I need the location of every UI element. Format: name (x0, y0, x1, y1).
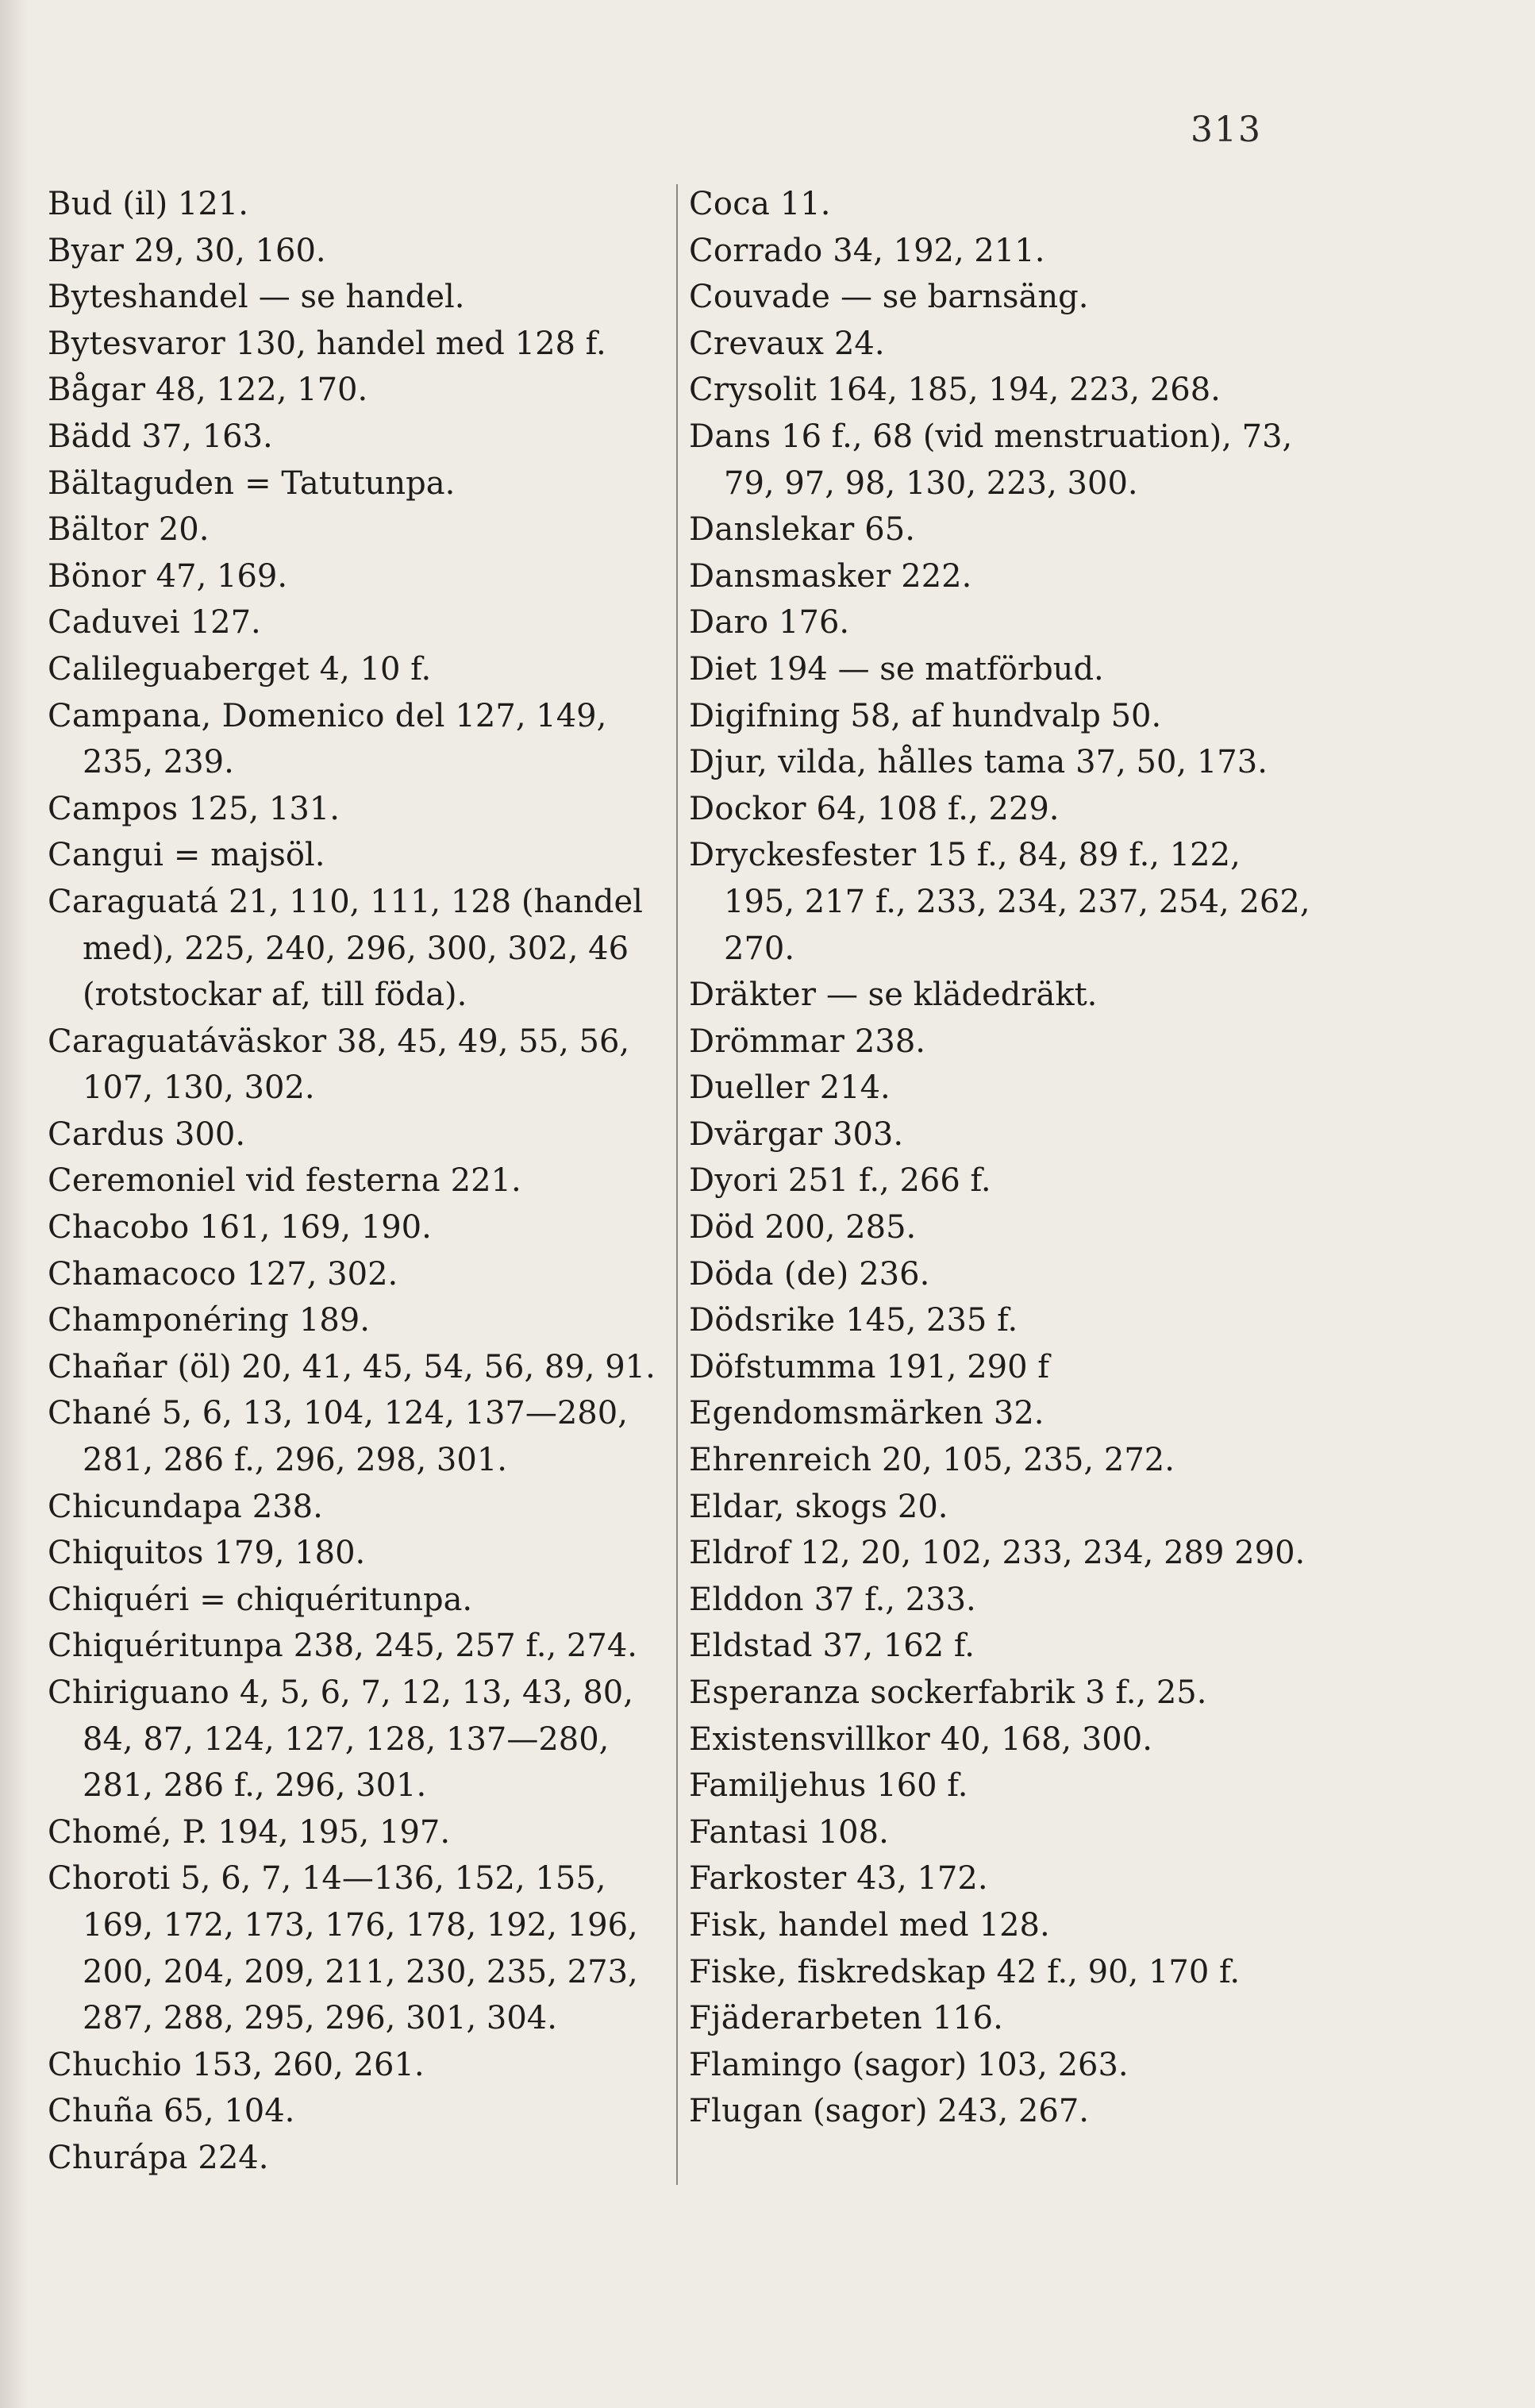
index-entry-headword: Chañar (48, 1348, 167, 1385)
index-entry (48, 1204, 665, 1251)
index-entry-headword: Corrado (689, 232, 823, 269)
index-entry-headword: Dockor (689, 790, 806, 827)
index-entry (689, 414, 1316, 507)
page-number: 313 (1191, 110, 1262, 150)
index-entry-headword: Eldstad (689, 1628, 813, 1665)
index-entry-references: 20. (148, 511, 210, 549)
index-entry-headword: Coca (689, 186, 771, 222)
index-entry-references: 164, 185, 194, 223, 268. (817, 372, 1221, 409)
index-entry-headword: Chomé, P. (48, 1813, 208, 1851)
index-entry-references: 11. (770, 186, 831, 222)
index-entry (689, 1251, 1316, 1298)
index-entry-references: 214. (809, 1069, 891, 1107)
index-entry-references: 29, 30, 160. (124, 232, 326, 269)
index-entry-headword: Caduvei (48, 604, 180, 641)
index-entry-references: 108. (808, 1813, 889, 1851)
index-entry-references: (il) 121. (112, 186, 248, 222)
index-entry-references: 161, 169, 190. (189, 1209, 432, 1246)
index-entry-headword: Döda (de) (689, 1255, 849, 1293)
index-entry (48, 1577, 665, 1624)
index-entry-references: 43, 172. (846, 1860, 988, 1898)
index-entry-references: 37 f., 233. (803, 1581, 976, 1618)
index-entry-references: 37, 50, 173. (1065, 744, 1268, 781)
index-entry (689, 274, 1316, 321)
index-entry-headword: Champonéring (48, 1302, 290, 1339)
index-entry-references: 200, 285. (754, 1209, 917, 1246)
index-entry (689, 2042, 1316, 2089)
index-entry (48, 367, 665, 414)
column-divider (676, 184, 678, 2185)
index-entry-headword: Egendomsmärken (689, 1395, 984, 1432)
index-entry-references: (sagor) 103, 263. (841, 2046, 1129, 2083)
index-entry-references: 116. (922, 2000, 1003, 2037)
index-entry-references: 300. (164, 1115, 246, 1153)
index-entry (689, 832, 1316, 972)
index-entry (689, 367, 1316, 414)
index-entry-headword: Ehrenreich (689, 1442, 872, 1479)
index-entry-references: 3 f., 25. (1075, 1674, 1207, 1711)
index-entry (689, 1112, 1316, 1158)
index-entry (48, 1809, 665, 1856)
index-entry-references: 153, 260, 261. (182, 2046, 425, 2083)
index-entry (689, 1577, 1316, 1624)
index-entry (48, 1112, 665, 1158)
index-entry-references: 222. (891, 557, 972, 595)
index-entry-headword: Fjäderarbeten (689, 2000, 923, 2037)
index-entry-references: 21, 110, 111, 128 (handel med), 225, 240, 296, 300, 302, 46 (rotstockar af, till föda). (83, 883, 643, 1014)
index-entry-references: = Tatutunpa. (234, 464, 456, 502)
index-entry-references: — se klädedräkt. (816, 977, 1098, 1014)
index-entry (48, 1670, 665, 1809)
index-entry-references: 236. (848, 1255, 930, 1293)
index-entry-headword: Campos (48, 790, 179, 827)
index-entry (689, 1670, 1316, 1716)
index-entry-headword: Chiquéri (48, 1581, 190, 1618)
index-entry (48, 228, 665, 275)
index-entry-references: (sagor) 243, 267. (802, 2093, 1089, 2130)
index-entry (48, 2088, 665, 2135)
index-entry-references: 5, 6, 7, 14—136, 152, 155, 169, 172, 173, 176, 178, 192, 196, 200, 204, 209, 211, 230, 235, 273, 287, 288, 295, 296, 301, 304. (83, 1860, 638, 2037)
index-entry-references: 24. (824, 325, 885, 362)
index-entry (48, 1158, 665, 1204)
index-entry (689, 2088, 1316, 2135)
index-entry-references: 65, 104. (153, 2093, 295, 2130)
index-entry-headword: Campana, Domenico del (48, 697, 445, 734)
index-entry-references: 128. (968, 1906, 1050, 1944)
index-entry-headword: Ceremoniel vid festerna (48, 1162, 440, 1200)
index-entry-references: 58, af hundvalp 50. (840, 697, 1162, 734)
index-entry-references: 16 f., 68 (vid menstruation), 73, 79, 97, 98, 130, 223, 300. (724, 418, 1293, 502)
index-entry (689, 599, 1316, 646)
index-entry (689, 1716, 1316, 1763)
index-entry-references: 194, 195, 197. (207, 1813, 451, 1851)
index-entry-headword: Cardus (48, 1115, 165, 1153)
index-entry-headword: Flugan (689, 2093, 803, 2130)
index-entry-references: 48, 122, 170. (145, 372, 368, 409)
index-entry-references: 127, 149, 235, 239. (83, 697, 607, 781)
index-entry-references: 37, 163. (131, 418, 273, 455)
index-entry (48, 2042, 665, 2089)
index-entry-references: 125, 131. (178, 790, 340, 827)
index-entry-references: 130, handel med 128 f. (225, 325, 606, 362)
index-entry-headword: Chamacoco (48, 1255, 237, 1293)
index-entry (689, 972, 1316, 1019)
index-entry (48, 1484, 665, 1531)
index-entry (689, 507, 1316, 553)
index-entry (689, 1763, 1316, 1809)
index-entry-references: 238. (242, 1488, 323, 1525)
index-entry (48, 181, 665, 228)
index-entry (48, 1390, 665, 1483)
index-entry (48, 786, 665, 833)
index-entry (689, 1530, 1316, 1577)
index-entry-references: 42 f., 90, 170 f. (986, 1953, 1241, 1990)
index-entry (48, 646, 665, 693)
index-entry (689, 553, 1316, 600)
index-entry-headword: Digifning (689, 697, 841, 734)
index-entry-headword: Diet (689, 650, 757, 688)
index-entry-headword: Choroti (48, 1860, 171, 1898)
index-entry-headword: Dans (689, 418, 771, 455)
index-entry (689, 786, 1316, 833)
index-entry-references: 20, 105, 235, 272. (871, 1442, 1175, 1479)
index-entry-headword: Caraguatáväskor (48, 1023, 327, 1060)
index-entry-references: = chiquéritunpa. (189, 1581, 473, 1618)
index-entry (689, 181, 1316, 228)
index-entry-headword: Bädd (48, 418, 132, 455)
index-entry-headword: Bytesvaror (48, 325, 226, 362)
index-entry (48, 2135, 665, 2182)
index-entry-headword: Flamingo (689, 2046, 842, 2083)
index-entry-headword: Drömmar (689, 1023, 845, 1060)
index-entry-headword: Bönor (48, 557, 146, 595)
index-entry-headword: Daro (689, 604, 769, 641)
index-entry-headword: Djur, vilda, hålles tama (689, 744, 1066, 781)
index-entry (689, 1484, 1316, 1531)
index-entry (48, 321, 665, 368)
index-entry (48, 1019, 665, 1112)
index-entry-references: 20. (887, 1488, 948, 1525)
index-entry-headword: Danslekar (689, 511, 855, 549)
index-entry (689, 1390, 1316, 1437)
index-column-right (689, 181, 1316, 2135)
index-entry (689, 1204, 1316, 1251)
index-entry-references: 191, 290 f (875, 1348, 1050, 1385)
index-entry-headword: Chicundapa (48, 1488, 242, 1525)
index-entry-references: 37, 162 f. (812, 1628, 975, 1665)
index-entry (689, 739, 1316, 786)
index-entry (48, 274, 665, 321)
index-entry-headword: Dueller (689, 1069, 810, 1107)
index-entry-references: 221. (440, 1162, 521, 1200)
index-entry-references: 127. (179, 604, 261, 641)
index-entry (689, 1297, 1316, 1344)
index-entry-references: 5, 6, 13, 104, 124, 137—280, 281, 286 f., 296, 298, 301. (83, 1395, 628, 1479)
index-entry (689, 228, 1316, 275)
index-entry-headword: Fantasi (689, 1813, 808, 1851)
index-entry (48, 1855, 665, 2041)
index-entry (689, 1855, 1316, 1902)
index-entry-headword: Dryckesfester (689, 837, 917, 874)
index-entry (689, 1995, 1316, 2042)
index-entry (48, 832, 665, 879)
index-entry-headword: Chiquitos (48, 1535, 204, 1572)
index-entry-headword: Couvade (689, 279, 831, 316)
index-entry-references: — se barnsäng. (830, 279, 1089, 316)
index-entry-references: 127, 302. (236, 1255, 398, 1293)
index-entry-headword: Dödsrike (689, 1302, 836, 1339)
index-entry (689, 1065, 1316, 1112)
index-entry-headword: Fiske, fiskredskap (689, 1953, 987, 1990)
index-entry-references: 15 f., 84, 89 f., 122, 195, 217 f., 233, 234, 237, 254, 262, 270. (724, 837, 1310, 967)
index-entry-headword: Chacobo (48, 1209, 190, 1246)
index-entry-references: — se handel. (248, 279, 465, 316)
index-column-left (48, 181, 665, 2182)
index-entry-references: 47, 169. (145, 557, 288, 595)
index-entry-references: 12, 20, 102, 233, 234, 289 290. (790, 1535, 1306, 1572)
index-entry-headword: Caraguatá (48, 883, 219, 920)
index-entry (689, 1902, 1316, 1949)
index-entry (689, 1623, 1316, 1670)
index-entry-headword: Chuña (48, 2093, 154, 2130)
index-entry (689, 1437, 1316, 1484)
index-entry (689, 693, 1316, 740)
index-entry-headword: Dansmasker (689, 557, 891, 595)
index-entry (48, 599, 665, 646)
index-entry-references: 40, 168, 300. (930, 1720, 1152, 1758)
index-entry-references: 194 — se matförbud. (756, 650, 1104, 688)
index-entry-headword: Byar (48, 232, 125, 269)
index-entry (689, 1344, 1316, 1391)
index-entry-references: 4, 5, 6, 7, 12, 13, 43, 80, 84, 87, 124, 127, 128, 137—280, 281, 286 f., 296, 301. (83, 1674, 633, 1805)
index-entry (48, 1297, 665, 1344)
index-entry-references: 238. (844, 1023, 925, 1060)
index-entry (689, 646, 1316, 693)
page-edge-shadow (0, 0, 29, 2408)
index-entry-headword: Calileguaberget (48, 650, 310, 688)
index-entry-headword: Eldar, skogs (689, 1488, 888, 1525)
index-entry-references: (öl) 20, 41, 45, 54, 56, 89, 91. (167, 1348, 656, 1385)
index-entry (689, 321, 1316, 368)
index-entry-headword: Dyori (689, 1162, 779, 1200)
index-entry-headword: Crevaux (689, 325, 825, 362)
index-entry-references: 224. (187, 2139, 269, 2176)
index-entry (48, 1344, 665, 1391)
index-entry-headword: Chané (48, 1395, 152, 1432)
index-entry-headword: Elddon (689, 1581, 804, 1618)
index-entry-headword: Cangui (48, 837, 164, 874)
index-entry-headword: Döfstumma (689, 1348, 876, 1385)
index-entry (48, 1530, 665, 1577)
index-entry-headword: Existensvillkor (689, 1720, 931, 1758)
index-entry-headword: Bud (48, 186, 113, 222)
index-entry-references: 4, 10 f. (309, 650, 432, 688)
index-entry (48, 693, 665, 786)
index-entry-headword: Fisk, handel med (689, 1906, 969, 1944)
index-entry-headword: Chiquéritunpa (48, 1628, 284, 1665)
index-entry (48, 507, 665, 553)
index-entry-references: 34, 192, 211. (822, 232, 1045, 269)
index-entry (689, 1158, 1316, 1204)
index-entry-references: 64, 108 f., 229. (806, 790, 1060, 827)
index-entry (48, 1623, 665, 1670)
index-entry (48, 414, 665, 460)
index-entry (48, 1251, 665, 1298)
index-entry-references: 38, 45, 49, 55, 56, 107, 130, 302. (83, 1023, 630, 1107)
index-entry-headword: Dvärgar (689, 1115, 823, 1153)
index-entry-references: 179, 180. (203, 1535, 366, 1572)
index-entry-references: 251 f., 266 f. (778, 1162, 991, 1200)
index-entry-headword: Esperanza sockerfabrik (689, 1674, 1075, 1711)
index-entry-headword: Farkoster (689, 1860, 847, 1898)
index-entry-headword: Crysolit (689, 372, 817, 409)
index-entry-references: 160 f. (866, 1767, 968, 1805)
index-entry-headword: Död (689, 1209, 755, 1246)
index-entry (48, 879, 665, 1019)
index-entry (689, 1949, 1316, 1996)
index-entry (689, 1809, 1316, 1856)
index-entry-references: 145, 235 f. (835, 1302, 1018, 1339)
index-entry (689, 1019, 1316, 1065)
index-entry-headword: Byteshandel (48, 279, 249, 316)
index-entry-headword: Churápa (48, 2139, 188, 2176)
index-entry-references: 176. (768, 604, 850, 641)
index-entry-headword: Familjehus (689, 1767, 867, 1805)
index-entry-references: 303. (822, 1115, 904, 1153)
index-entry-references: 32. (983, 1395, 1044, 1432)
index-entry-references: 65. (854, 511, 915, 549)
index-entry-headword: Dräkter (689, 977, 817, 1014)
index-entry-references: = majsöl. (164, 837, 325, 874)
index-entry (48, 460, 665, 507)
index-entry-headword: Bågar (48, 372, 146, 409)
index-entry-headword: Eldrof (689, 1535, 791, 1572)
index-entry-headword: Bältaguden (48, 464, 235, 502)
index-entry-references: 189. (289, 1302, 370, 1339)
index-entry-headword: Chiriguano (48, 1674, 230, 1711)
index-entry-headword: Bältor (48, 511, 149, 549)
index-entry-references: 238, 245, 257 f., 274. (283, 1628, 637, 1665)
index-entry (48, 553, 665, 600)
index-entry-headword: Chuchio (48, 2046, 183, 2083)
